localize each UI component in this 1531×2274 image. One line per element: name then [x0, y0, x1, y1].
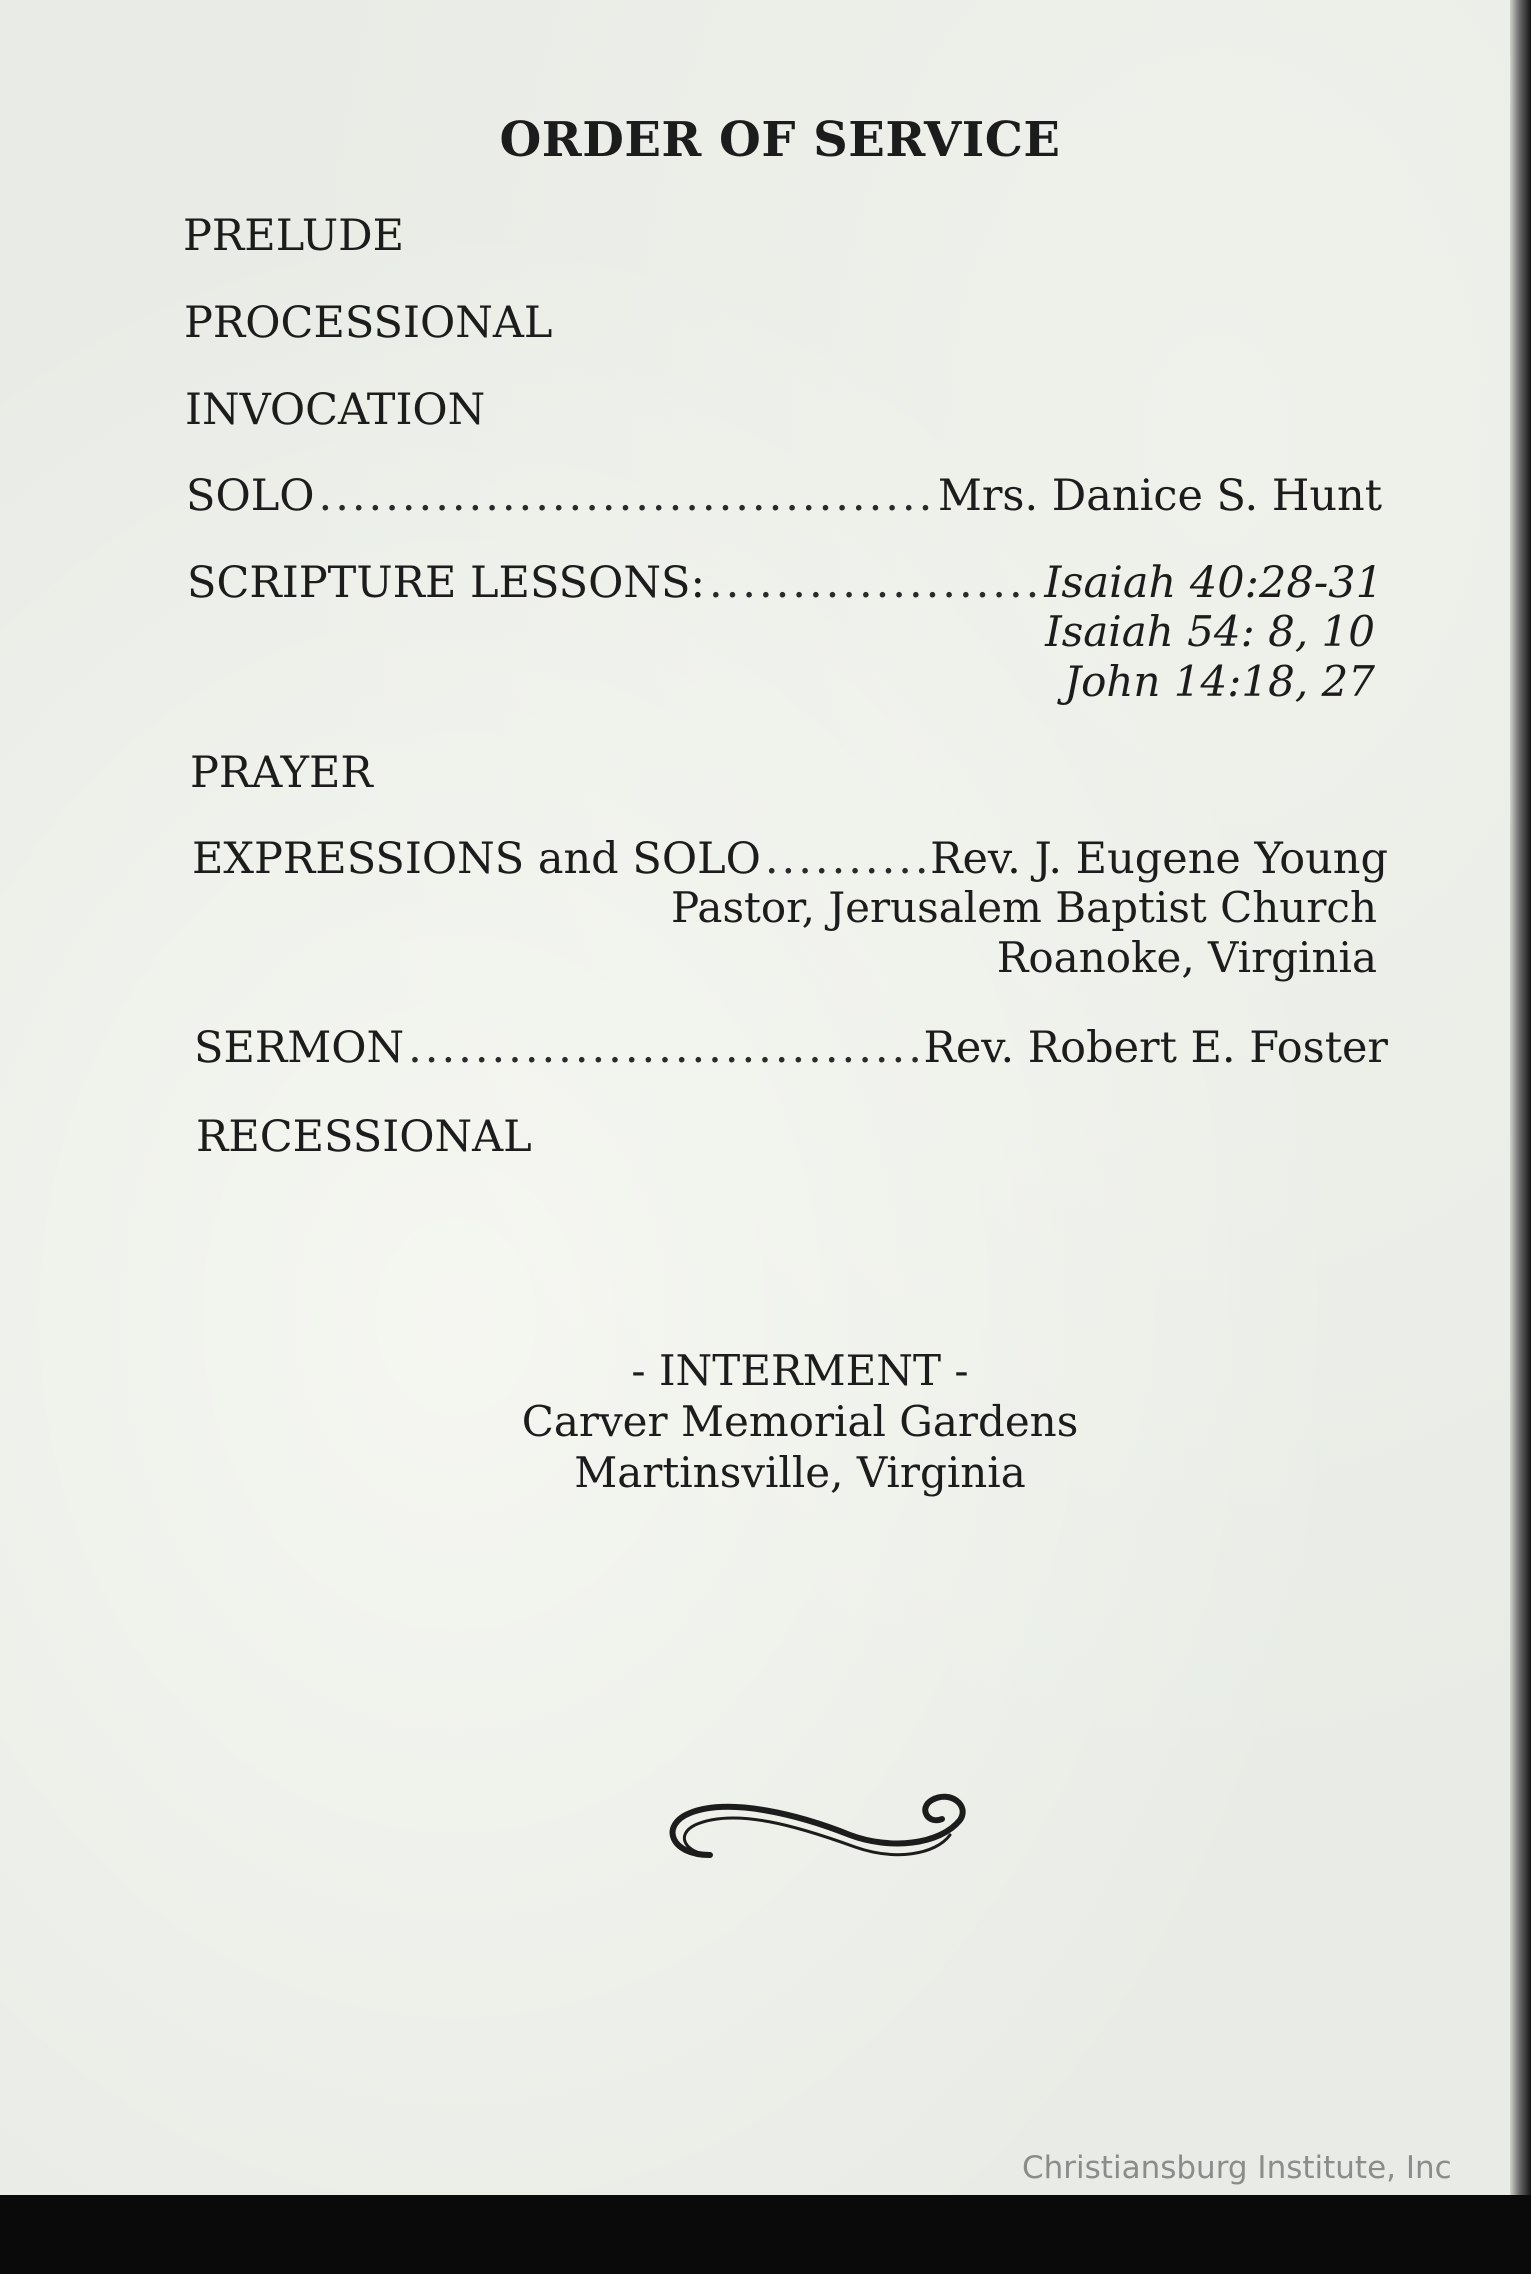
scripture-ref: Isaiah 54: 8, 10	[1045, 607, 1375, 656]
leader-dots	[709, 558, 1040, 608]
scripture-row	[187, 558, 1383, 608]
expressions-row	[192, 834, 1388, 884]
sermon-label: SERMON	[194, 1023, 405, 1073]
expressions-speaker: Rev. J. Eugene Young	[930, 834, 1388, 884]
interment-city: Martinsville, Virginia	[574, 1448, 1026, 1497]
leader-dots	[319, 471, 934, 521]
solo-label: SOLO	[186, 471, 315, 521]
scripture-label: SCRIPTURE LESSONS:	[187, 558, 705, 608]
page-title: ORDER OF SERVICE	[499, 112, 1061, 168]
scripture-ref: Isaiah 40:28-31	[1044, 558, 1383, 608]
solo-performer: Mrs. Danice S. Hunt	[937, 471, 1382, 521]
recessional-item: RECESSIONAL	[196, 1112, 532, 1162]
interment-heading: - INTERMENT -	[631, 1346, 969, 1395]
interment-place: Carver Memorial Gardens	[521, 1397, 1079, 1446]
watermark-text: Christiansburg Institute, Inc	[1022, 2150, 1452, 2186]
leader-dots	[765, 834, 926, 884]
scroll-flourish-icon	[650, 1775, 970, 1870]
scan-border	[0, 2195, 1531, 2274]
speaker-location: Roanoke, Virginia	[996, 933, 1377, 982]
prayer-item: PRAYER	[190, 748, 373, 798]
invocation-item: INVOCATION	[185, 385, 486, 435]
speaker-title: Pastor, Jerusalem Baptist Church	[671, 883, 1377, 932]
page-edge	[1510, 0, 1531, 2195]
sermon-row	[194, 1023, 1388, 1073]
scripture-ref: John 14:18, 27	[1064, 657, 1375, 706]
prelude-item: PRELUDE	[183, 211, 405, 261]
processional-item: PROCESSIONAL	[184, 298, 553, 348]
leader-dots	[408, 1023, 919, 1073]
solo-row	[186, 471, 1382, 521]
sermon-speaker: Rev. Robert E. Foster	[923, 1023, 1388, 1073]
expressions-label: EXPRESSIONS and SOLO	[192, 834, 761, 884]
